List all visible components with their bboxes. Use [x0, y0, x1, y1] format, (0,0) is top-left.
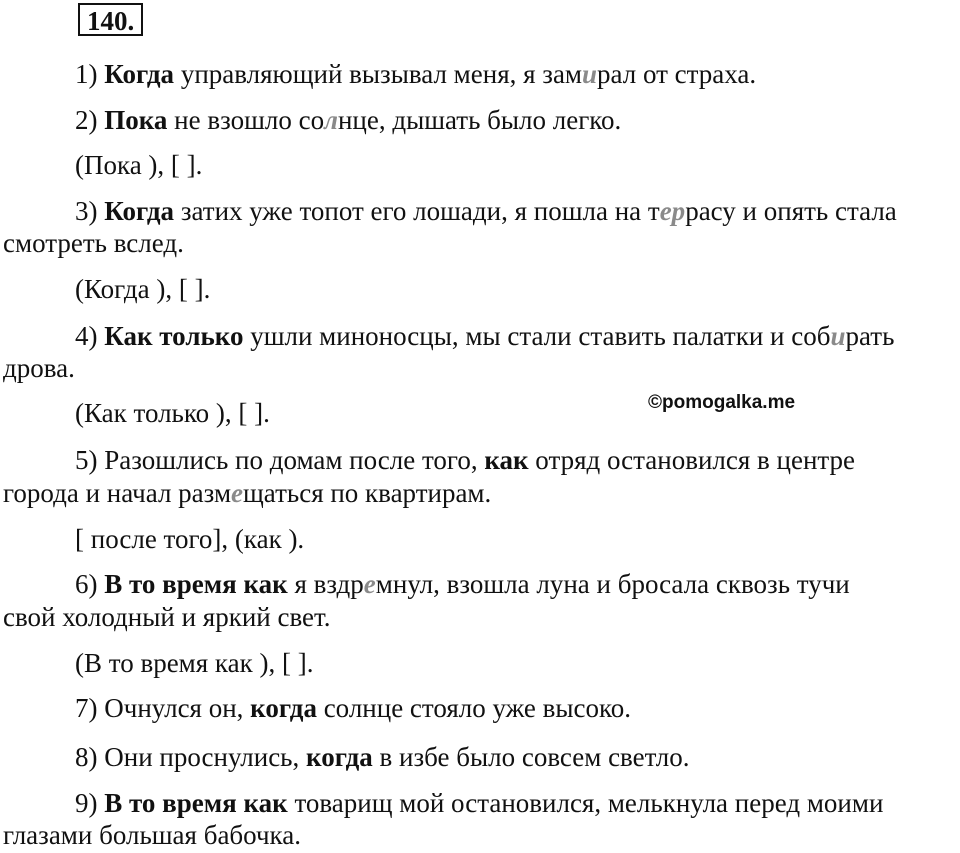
- sentence-7: 7) Очнулся он, когда солнце стояло уже высоко.: [75, 693, 632, 723]
- conjunction: Когда: [104, 196, 175, 226]
- sentence-4-continuation: дрова.: [3, 353, 75, 383]
- sentence-2: 2) Пока не взошло солнце, дышать было легко.: [75, 105, 622, 135]
- scheme-2: (Пока ), [ ].: [75, 150, 203, 180]
- sentence-9: 9) В то время как товарищ мой остановился, мелькнула перед моими: [75, 788, 884, 818]
- highlighted-letter: и: [582, 59, 598, 89]
- sentence-4: 4) Как только ушли миноносцы, мы стали ставить палатки и собирать: [75, 321, 895, 351]
- conjunction: когда: [306, 742, 373, 772]
- scheme-6: (В то время как ), [ ].: [75, 648, 314, 678]
- sentence-3-continuation: смотреть вслед.: [3, 228, 184, 258]
- conjunction: В то время как: [104, 788, 288, 818]
- conjunction: как: [484, 445, 529, 475]
- sentence-5-continuation: города и начал размещаться по квартирам.: [3, 478, 492, 508]
- scheme-4: (Как только ), [ ].: [75, 398, 270, 428]
- highlighted-letter: е: [231, 478, 244, 508]
- sentence-1: 1) Когда управляющий вызывал меня, я замирал от страха.: [75, 59, 757, 89]
- conjunction: Пока: [104, 105, 168, 135]
- sentence-9-continuation: глазами большая бабочка.: [3, 820, 301, 850]
- scheme-3: (Когда ), [ ].: [75, 274, 211, 304]
- conjunction: Когда: [104, 59, 175, 89]
- sentence-8: 8) Они проснулись, когда в избе было совсем светло.: [75, 742, 690, 772]
- conjunction: Как только: [104, 321, 244, 351]
- exercise-number-box: 140.: [78, 3, 143, 36]
- highlighted-letter: и: [830, 321, 846, 351]
- conjunction: В то время как: [104, 569, 288, 599]
- sentence-3: 3) Когда затих уже топот его лошади, я пошла на террасу и опять стала: [75, 196, 897, 226]
- highlighted-letter: л: [324, 105, 338, 135]
- scheme-5: [ после того], (как ).: [75, 524, 305, 554]
- highlighted-letter: ер: [659, 196, 686, 226]
- sentence-5: 5) Разошлись по домам после того, как отряд остановился в центре: [75, 445, 856, 475]
- conjunction: когда: [250, 693, 317, 723]
- highlighted-letter: е: [363, 569, 376, 599]
- sentence-6-continuation: свой холодный и яркий свет.: [3, 602, 331, 632]
- sentence-6: 6) В то время как я вздремнул, взошла луна и бросала сквозь тучи: [75, 569, 850, 599]
- watermark: ©pomogalka.me: [648, 392, 796, 413]
